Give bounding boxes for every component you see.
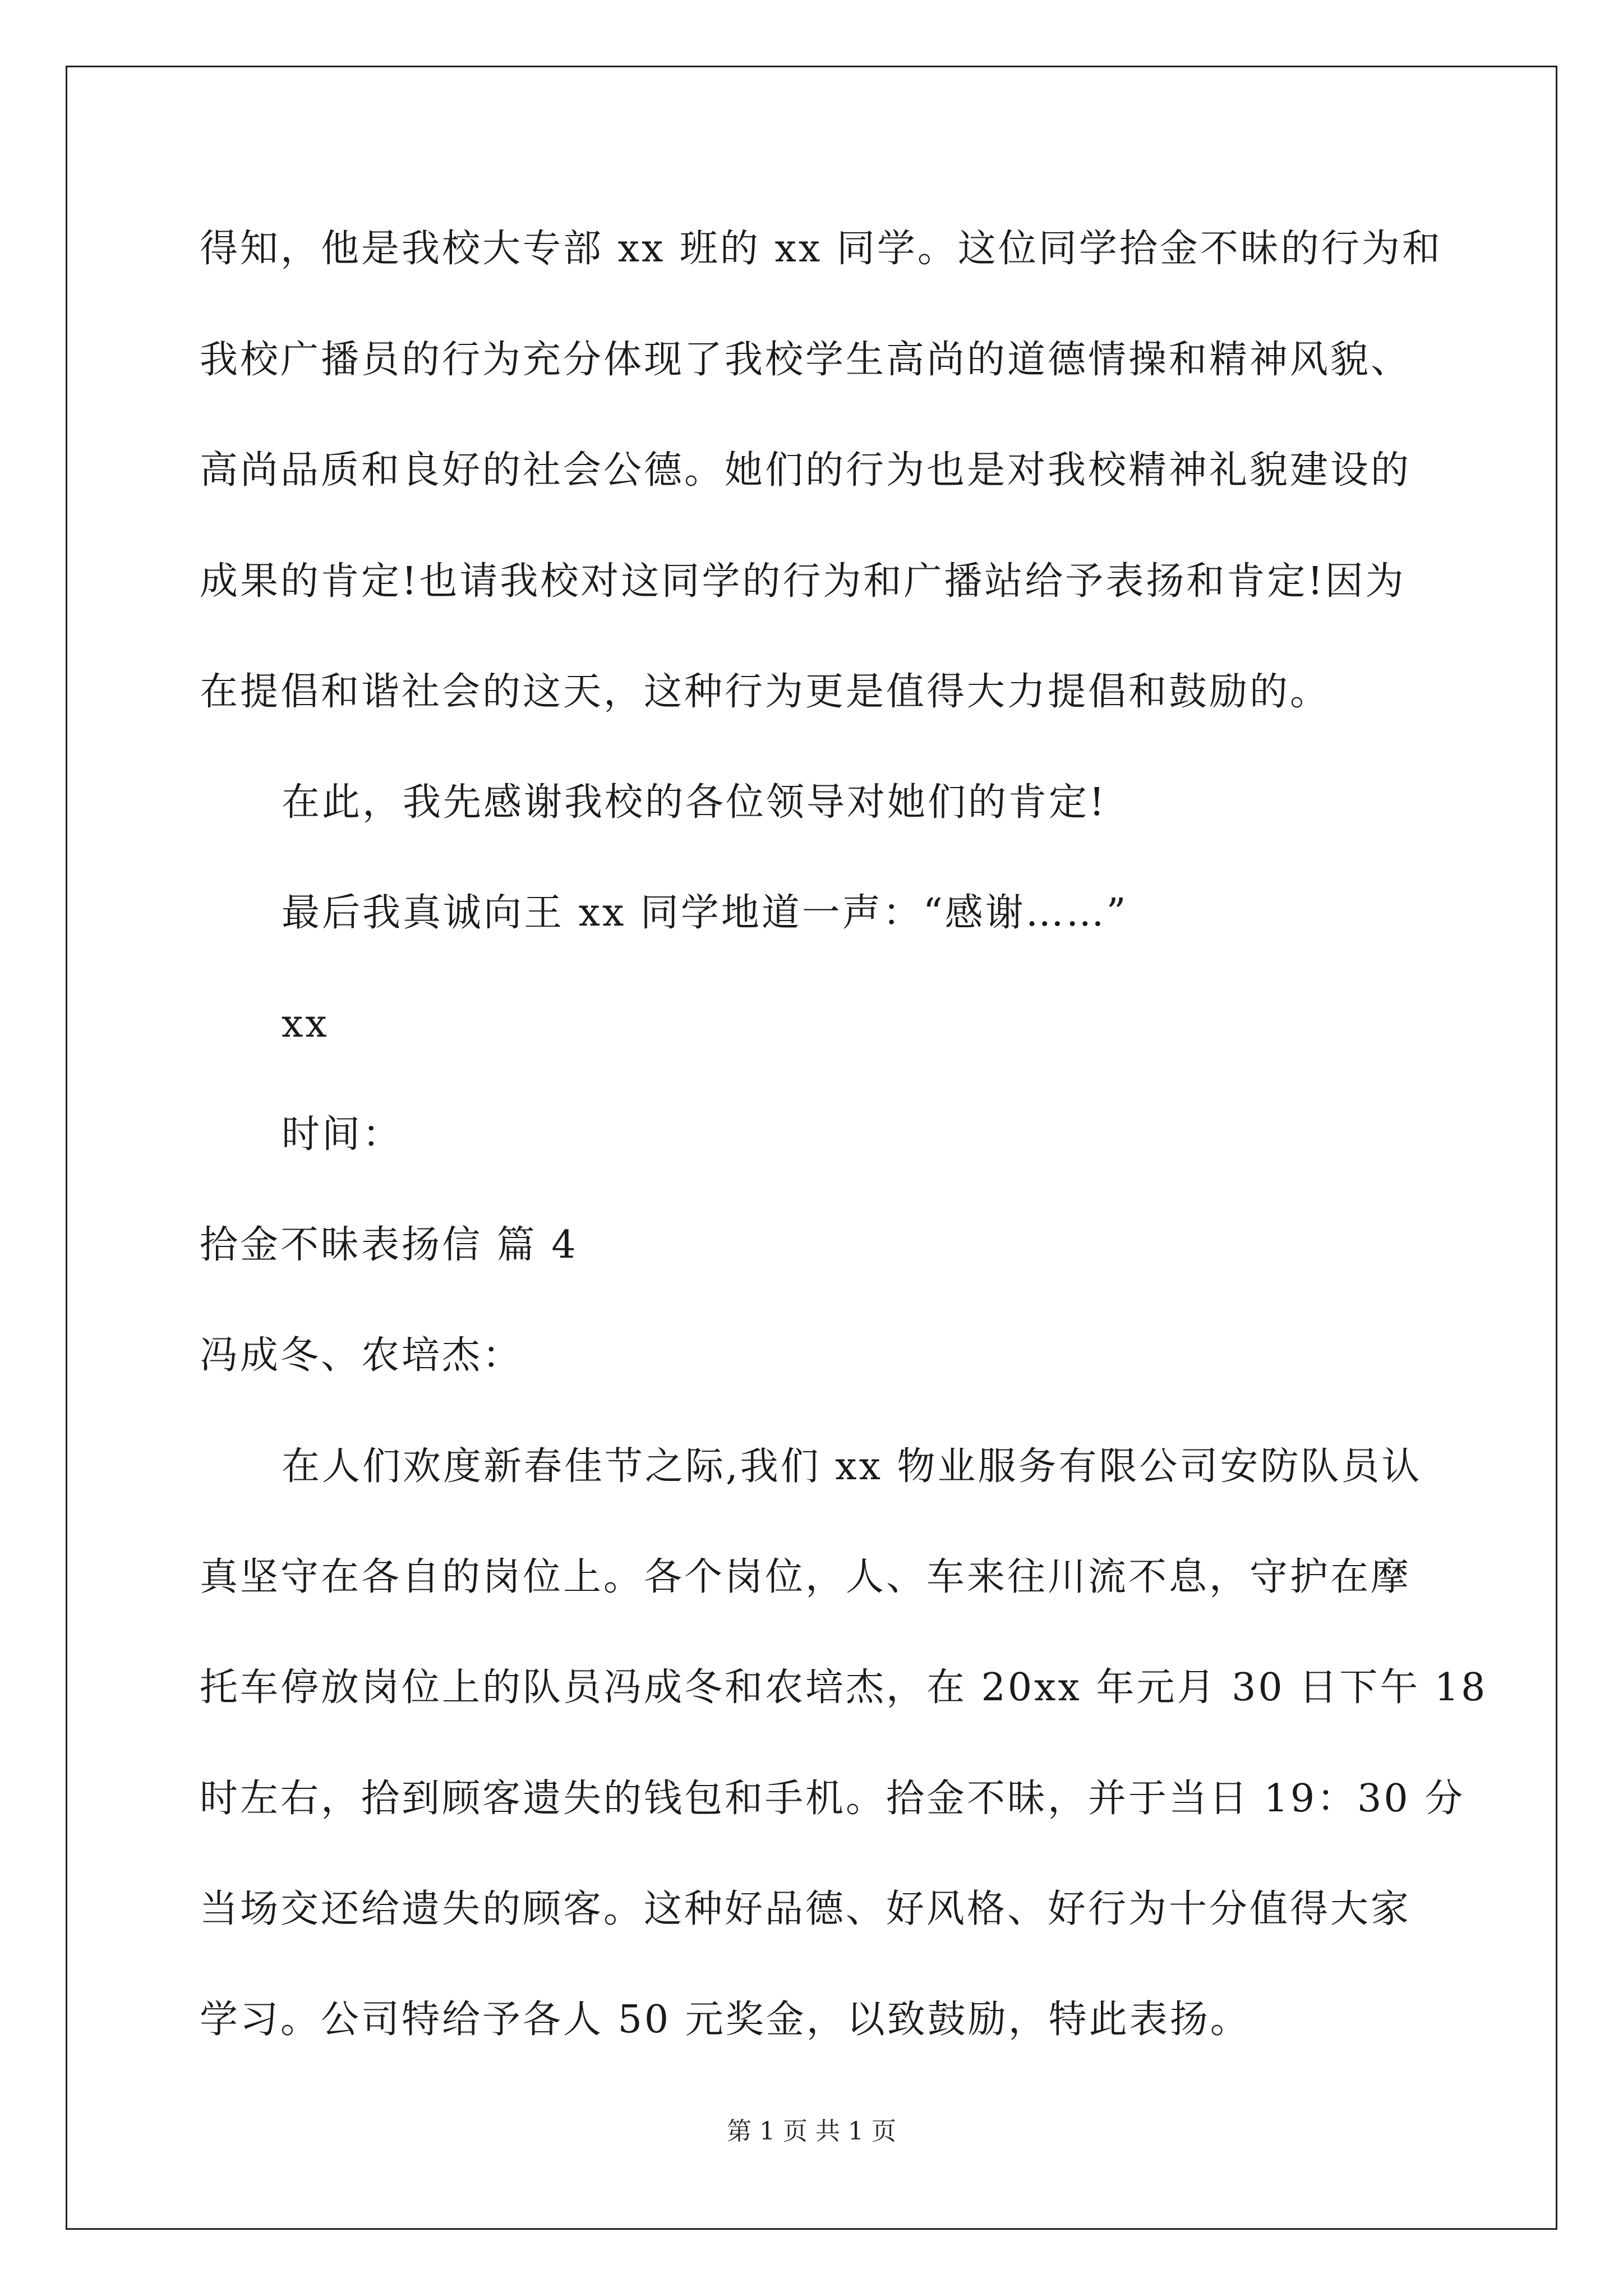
paragraph-3: 最后我真诚向王 xx 同学地道一声：“感谢……” (282, 891, 1128, 935)
paragraph-4-line-6: 学习。公司特给予各人 50 元奖金，以致鼓励，特此表扬。 (200, 1998, 1251, 2042)
paragraph-1-line-2: 我校广播员的行为充分体现了我校学生高尚的道德情操和精神风貌、 (200, 338, 1412, 382)
page-footer: 第 1 页 共 1 页 (727, 2117, 896, 2146)
paragraph-4-line-3: 托车停放岗位上的队员冯成冬和农培杰，在 20xx 年元月 30 日下午 18 (200, 1665, 1488, 1710)
salutation: 冯成冬、农培杰： (200, 1333, 523, 1378)
paragraph-1-line-4: 成果的肯定!也请我校对这同学的行为和广播站给予表扬和肯定!因为 (200, 559, 1406, 604)
paragraph-4-line-4: 时左右，拾到顾客遗失的钱包和手机。拾金不昧，并于当日 19：30 分 (200, 1777, 1465, 1821)
date-label: 时间： (282, 1112, 403, 1157)
paragraph-4-line-1: 在人们欢度新春佳节之际,我们 xx 物业服务有限公司安防队员认 (282, 1444, 1422, 1489)
paragraph-4-line-5: 当场交还给遗失的顾客。这种好品德、好风格、好行为十分值得大家 (200, 1887, 1412, 1931)
paragraph-4-line-2: 真坚守在各自的岗位上。各个岗位，人、车来往川流不息，守护在摩 (200, 1555, 1412, 1599)
paragraph-1-line-1: 得知，他是我校大专部 xx 班的 xx 同学。这位同学拾金不昧的行为和 (200, 227, 1442, 271)
paragraph-1-line-5: 在提倡和谐社会的这天，这种行为更是值得大力提倡和鼓励的。 (200, 670, 1331, 714)
paragraph-1-line-3: 高尚品质和良好的社会公德。她们的行为也是对我校精神礼貌建设的 (200, 448, 1412, 493)
section-heading: 拾金不昧表扬信 篇 4 (200, 1223, 578, 1267)
signature: xx (282, 1002, 329, 1046)
paragraph-2: 在此，我先感谢我校的各位领导对她们的肯定! (282, 780, 1107, 825)
